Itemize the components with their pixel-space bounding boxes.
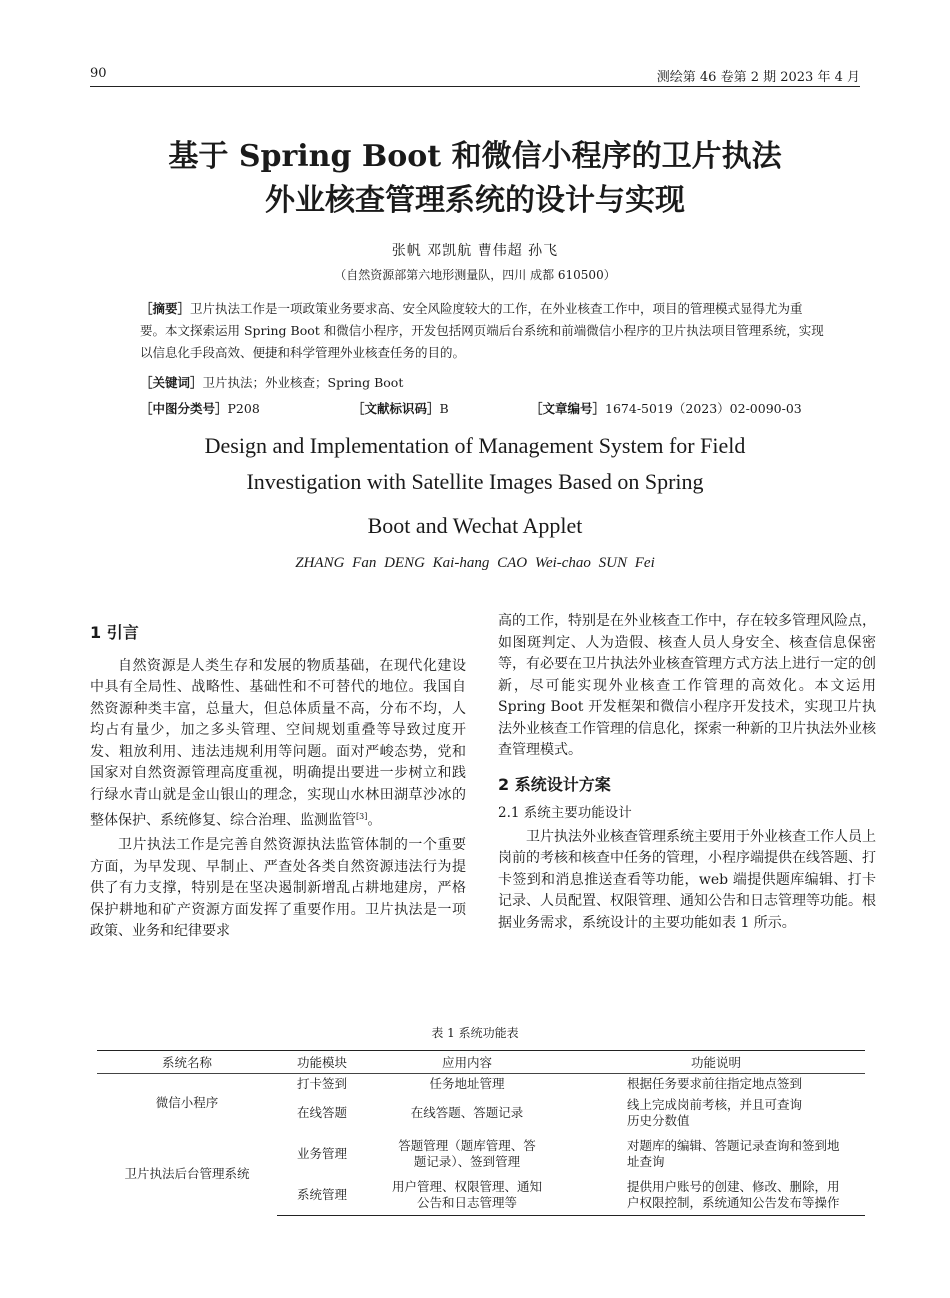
english-authors: ZHANG Fan DENG Kai-hang CAO Wei-chao SUN Fei xyxy=(295,555,655,571)
table-row xyxy=(97,1074,865,1094)
table-row xyxy=(97,1132,865,1176)
abstract-label: ［摘要］ xyxy=(140,301,191,316)
english-title-line-2: Investigation with Satellite Images Based on Spring xyxy=(246,469,704,494)
table-cell: 在线答题、答题记录 xyxy=(410,1104,524,1120)
table-cell: 线上完成岗前考核，并且可查询历史分数值 xyxy=(627,1096,803,1128)
keywords-label: ［关键词］ xyxy=(140,375,203,390)
intro-paragraph-2-continued: 高的工作，特别是在外业核查工作中，存在较多管理风险点，如图斑判定、人为造假、核查人员人身安全、核查信息保密等，有必要在卫片执法外业核查管理方式方法上进行一定的创新，尽可能实现外业核查工作管理的高效化。本文运用 Spring Boot 开发框架和微信小程序开发技术，实现卫片执法外业核查工作管理的信息化，探索一种新的卫片执法外业核查管理模式。 xyxy=(498,613,876,758)
abstract-text: 卫片执法工作是一项政策业务要求高、安全风险度较大的工作，在外业核查工作中，项目的管理模式显得尤为重要。本文探索运用 Spring Boot 和微信小程序，开发包括网页端后台系统和前端微信小程序的卫片执法项目管理系统，实现以信息化手段高效、便捷和科学管理外业核查任务的目的。 xyxy=(140,301,824,360)
table-cell: 在线答题 xyxy=(296,1104,347,1120)
table-cell: 提供用户账号的创建、修改、删除，用户权限控制，系统通知公告发布等操作 xyxy=(567,1176,865,1216)
table-cell: 任务地址管理 xyxy=(429,1075,505,1091)
table-header-row xyxy=(97,1051,865,1074)
function-table xyxy=(97,1050,865,1216)
keywords-text: 卫片执法；外业核查；Spring Boot xyxy=(202,375,404,390)
section-2-heading: 2 系统设计方案 xyxy=(498,774,611,794)
section-2-1-heading: 2.1 系统主要功能设计 xyxy=(498,805,632,821)
english-title-line-1: Design and Implementation of Management System for Field xyxy=(204,433,746,458)
table-cell: 系统管理 xyxy=(277,1176,367,1216)
clc-number xyxy=(140,399,260,417)
doc-code xyxy=(352,399,449,417)
table-header-cell: 功能说明 xyxy=(567,1051,865,1074)
right-column xyxy=(498,611,876,934)
title-line-2: 外业核查管理系统的设计与实现 xyxy=(265,183,685,218)
doc-value: B xyxy=(439,401,449,416)
keywords xyxy=(140,373,403,391)
table-cell: 打卡签到 xyxy=(296,1075,347,1091)
article-label: ［文章编号］ xyxy=(530,401,606,416)
intro-paragraph-2: 卫片执法工作是完善自然资源执法监管体制的一个重要方面，为早发现、早制止、严查处各类自然资源违法行为提供了有力支撑，特别是在坚决遏制新增乱占耕地建房，严格保护耕地和矿产资源方面发挥了重要作用。卫片执法是一项政策、业务和纪律要求 xyxy=(90,837,466,940)
journal-info: 测绘第 46 卷第 2 期 2023 年 4 月 xyxy=(656,70,860,85)
table-caption: 表 1 系统功能表 xyxy=(431,1026,519,1040)
table-cell: 根据任务要求前往指定地点签到 xyxy=(627,1075,803,1091)
intro-paragraph-1-text: 自然资源是人类生存和发展的物质基础，在现代化建设中具有全局性、战略性、基础性和不可替代的地位。我国自然资源种类丰富，总量大，但总体质量不高，分布不均，人均占有量少，加之多头管理、空间规划重叠等导致过度开发、粗放利用、违法违规利用等问题。面对严峻态势，党和国家对自然资源管理高度重视，明确提出要进一步树立和践行绿水青山就是金山银山的理念，实现山水林田湖草沙冰的整体保护、系统修复、综合治理、监测监管 xyxy=(90,657,466,829)
table-cell: 答题管理（题库管理、答题记录）、签到管理 xyxy=(398,1137,536,1169)
table-cell-system: 微信小程序 xyxy=(155,1094,219,1110)
intro-paragraph-1-end: 。 xyxy=(367,812,382,829)
title-line-1: 基于 Spring Boot 和微信小程序的卫片执法 xyxy=(168,139,782,174)
table-cell: 对题库的编辑、答题记录查询和签到地址查询 xyxy=(627,1137,840,1169)
section-2-paragraph-1: 卫片执法外业核查管理系统主要用于外业核查工作人员上岗前的考核和核查中任务的管理，小程序端提供在线答题、打卡签到和消息推送查看等功能，web 端提供题库编辑、打卡记录、人员配置、权限管理、通知公告和日志管理等功能。根据业务需求，系统设计的主要功能如表 1 所示。 xyxy=(498,828,876,931)
intro-paragraph-1 xyxy=(90,656,466,833)
authors: 张帆 邓凯航 曹伟超 孙飞 xyxy=(391,243,559,259)
article-value: 1674-5019（2023）02-0090-03 xyxy=(605,401,802,416)
table-cell-system: 卫片执法后台管理系统 xyxy=(124,1165,250,1181)
affiliation: （自然资源部第六地形测量队，四川 成都 610500） xyxy=(334,268,616,282)
citation-ref: [3] xyxy=(356,812,368,821)
clc-label: ［中图分类号］ xyxy=(140,401,228,416)
doc-label: ［文献标识码］ xyxy=(352,401,440,416)
header-rule xyxy=(90,86,860,87)
english-title-line-3: Boot and Wechat Applet xyxy=(367,513,583,538)
clc-value: P208 xyxy=(227,401,260,416)
page-number: 90 xyxy=(90,66,107,81)
table-cell: 用户管理、权限管理、通知公告和日志管理等 xyxy=(367,1176,567,1216)
abstract xyxy=(140,298,825,364)
table-cell: 业务管理 xyxy=(296,1145,347,1161)
article-number xyxy=(530,399,802,417)
table-header-cell: 功能模块 xyxy=(277,1051,367,1074)
section-1-heading: 1 引言 xyxy=(90,623,139,642)
table-header-cell: 应用内容 xyxy=(367,1051,567,1074)
table-header-cell: 系统名称 xyxy=(97,1051,277,1074)
left-column xyxy=(90,622,466,943)
